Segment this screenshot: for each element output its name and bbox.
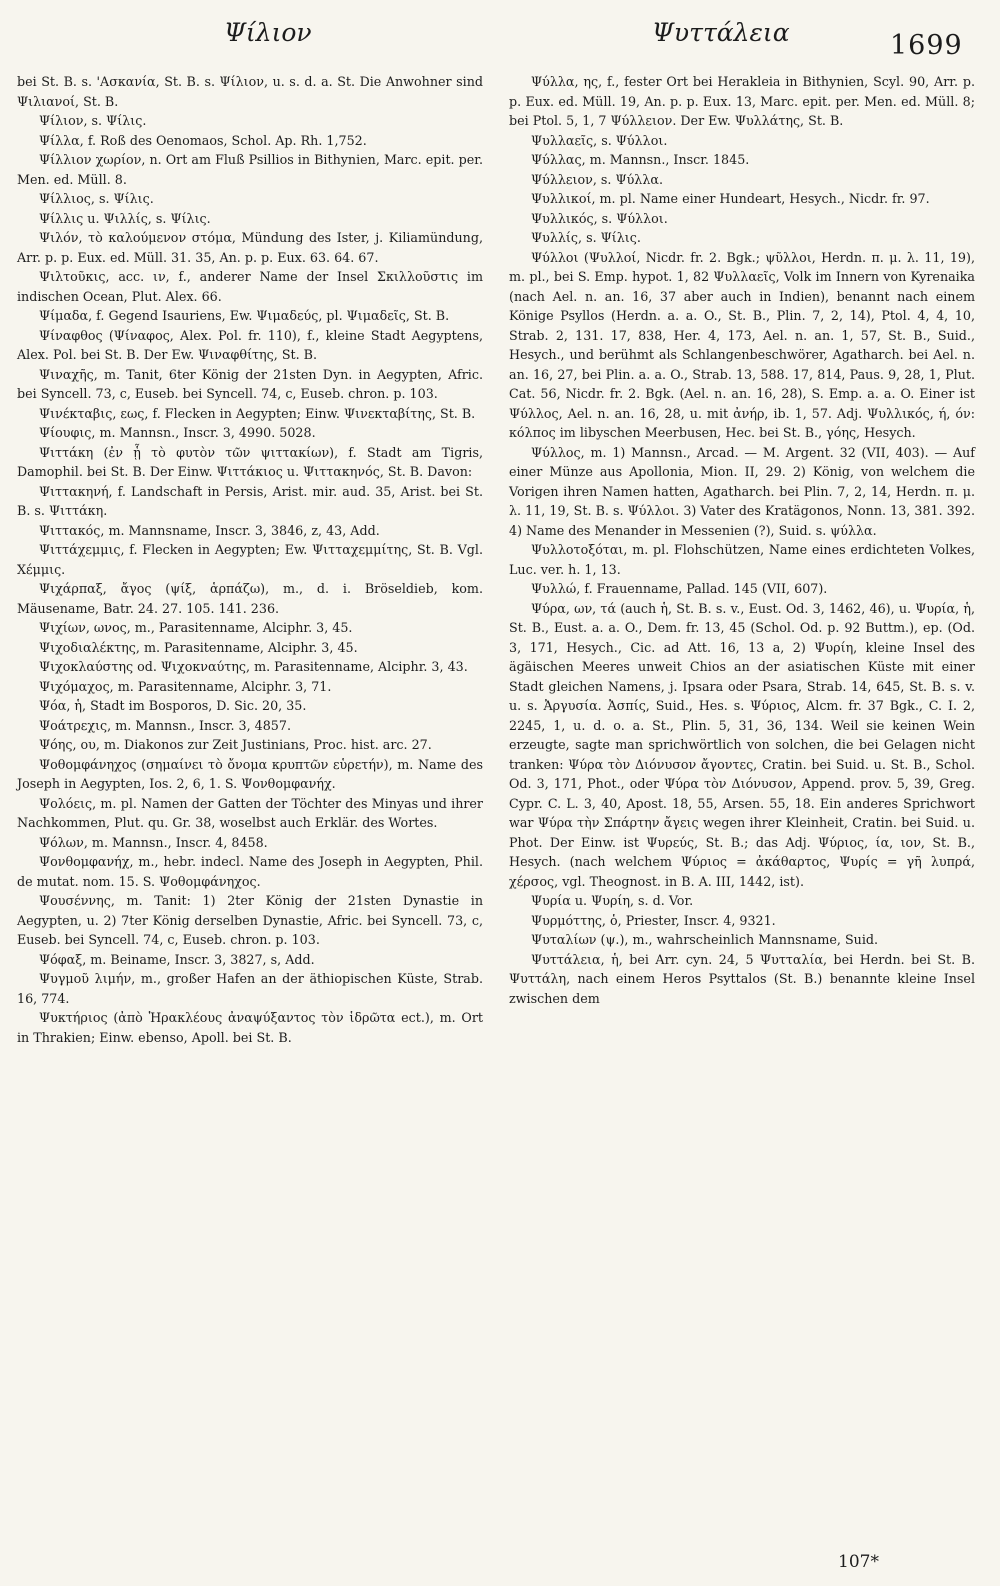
entry: Ψιχοδιαλέκτης, m. Parasitenname, Alciphr. 3, 45.: [39, 639, 358, 655]
entry: Ψυλλικός, s. Ψύλλοι.: [531, 210, 668, 226]
entry: Ψυττάλεια, ἡ, bei Arr. cyn. 24, 5 Ψυτταλία, bei Herdn. bei St. B. Ψυττάλη, nach einem Heros Psyttalos (St. B.) benannte kleine Insel zwischen dem: [509, 951, 975, 1006]
signature-mark: 107*: [838, 1552, 879, 1572]
entry: Ψίλλα, f. Roß des Oenomaos, Schol. Ap. Rh. 1,752.: [39, 132, 367, 148]
entry: Ψολόεις, m. pl. Namen der Gatten der Töchter des Minyas und ihrer Nachkommen, Plut. qu. Gr. 38, woselbst auch Erklär. des Wortes.: [17, 795, 483, 830]
entry: Ψιχίων, ωνος, m., Parasitenname, Alciphr. 3, 45.: [39, 620, 353, 635]
entry: Ψουσέννης, m. Tanit: 1) 2ter König der 21sten Dynastie in Aegypten, u. 2) 7ter König derselben Dynastie, Afric. bei Syncell. 73, c, Euseb. bei Syncell. 74, c, Euseb. chron. p. 103.: [17, 893, 483, 947]
entry: Ψίλιον, s. Ψίλις.: [39, 113, 147, 128]
entry: Ψίλλιος, s. Ψίλις.: [39, 191, 154, 206]
entry: Ψύλλειον, s. Ψύλλα.: [531, 171, 663, 187]
entry: Ψυρμόττης, ὁ, Priester, Inscr. 4, 9321.: [531, 912, 776, 928]
entry: Ψιττακηνή, f. Landschaft in Persis, Arist. mir. aud. 35, Arist. bei St. B. s. Ψιττάκη.: [17, 483, 483, 518]
entry: Ψιλτοῦκις, acc. ιν, f., anderer Name der Insel Σκιλλοῦστις im indischen Ocean, Plut. Alex. 66.: [17, 269, 483, 304]
entry: Ψιττάκη (ἐν ᾗ τὸ φυτὸν τῶν ψιττακίων), f. Stadt am Tigris, Damophil. bei St. B. Der Einw. Ψιττάκιος u. Ψιττακηνός, St. B. Davon:: [17, 444, 483, 479]
entry: Ψυλλοτοξόται, m. pl. Flohschützen, Name eines erdichteten Volkes, Luc. ver. h. 1, 13.: [509, 542, 975, 577]
entry: Ψιττάχεμμις, f. Flecken in Aegypten; Ew. Ψιτταχεμμίτης, St. B. Vgl. Χέμμις.: [17, 542, 483, 577]
entry: Ψόα, ἡ, Stadt im Bosporos, D. Sic. 20, 35.: [39, 698, 307, 713]
entry: Ψίλλις u. Ψιλλίς, s. Ψίλις.: [39, 210, 211, 226]
running-head-left: Ψίλιον: [224, 18, 312, 47]
left-column: [17, 72, 483, 1047]
entry: Ψυλλίς, s. Ψίλις.: [531, 230, 641, 245]
entry: Ψυταλίων (ψ.), m., wahrscheinlich Mannsname, Suid.: [531, 932, 879, 947]
entry: Ψόφαξ, m. Beiname, Inscr. 3, 3827, s, Add.: [39, 951, 315, 967]
entry: Ψιλόν, τὸ καλούμενον στόμα, Mündung des Ister, j. Kiliamündung, Arr. p. p. Eux. ed. Müll. 31. 35, An. p. p. Eux. 63. 64. 67.: [17, 230, 483, 265]
entry: Ψυρία u. Ψυρίη, s. d. Vor.: [531, 893, 694, 908]
entry: Ψιχοκλαύστης od. Ψιχοκναύτης, m. Parasitenname, Alciphr. 3, 43.: [39, 659, 468, 674]
entry: Ψόης, ου, m. Diakonos zur Zeit Justinians, Proc. hist. arc. 27.: [39, 737, 432, 752]
entry: Ψύλλας, m. Mannsn., Inscr. 1845.: [531, 152, 750, 167]
entry: Ψιχόμαχος, m. Parasitenname, Alciphr. 3, 71.: [39, 678, 332, 694]
entry: Ψινέκταβις, εως, f. Flecken in Aegypten; Einw. Ψινεκταβίτης, St. B.: [39, 405, 476, 421]
entry: Ψυλλαεῖς, s. Ψύλλοι.: [531, 132, 668, 148]
entry: Ψύλλοι (Ψυλλοί, Nicdr. fr. 2. Bgk.; ψῦλλοι, Herdn. π. μ. λ. 11, 19), m. pl., bei S. Emp. hypot. 1, 82 Ψυλλαεῖς, Volk im Innern von Kyrenaika (nach Ael. n. an. 16, 37 aber auch in Indien), benannt nach einem Könige Psyllos (Herdn. a. a. O., St. B., Plin. 7, 2, 14), Ptol. 4, 4, 10, Strab. 2, 131. 17, 838, Her. 4, 173, Ael. n. an. 1, 57, St. B., Suid., Hesych., und berühmt als Schlangenbeschwörer, Agatharch. bei Ael. n. an. 16, 27, bei Plin. a. a. O., Strab. 13, 588. 17, 814, Paus. 9, 28, 1, Plut. Cat. 56, Nicdr. fr. 2. Bgk. (Ael. n. an. 16, 28), S. Emp. a. a. O. Einer ist Ψύλλος, Ael. n. an. 16, 28, u. mit ἀνήρ, ib. 1, 57. Adj. Ψυλλικός, ή, όν: κόλπος im libyschen Meerbusen, Hec. bei St. B., γόης, Hesych.: [509, 249, 975, 440]
entry: Ψιχάρπαξ, ἄγος (ψίξ, ἁρπάζω), m., d. i. Bröseldieb, kom. Mäusename, Batr. 24. 27. 105. 141. 236.: [17, 581, 483, 616]
entry: bei St. B. s. 'Ασκανία, St. B. s. Ψίλιον, u. s. d. a. St. Die Anwohner sind Ψιλιανοί, St. B.: [17, 74, 483, 109]
entry: Ψύλλος, m. 1) Mannsn., Arcad. — M. Argent. 32 (VII, 403). — Auf einer Münze aus Apollonia, Mion. II, 29. 2) König, von welchem die Vorigen ihren Namen hatten, Agatharch. bei Plin. 7, 2, 14, Herdn. π. μ. λ. 11, 19, St. B. s. Ψύλλοι. 3) Vater des Kratägonos, Nonn. 13, 381. 392. 4) Name des Menander in Messenien (?), Suid. s. ψύλλα.: [509, 444, 975, 538]
entry: Ψύλλα, ης, f., fester Ort bei Herakleia in Bithynien, Scyl. 90, Arr. p. p. Eux. ed. Müll. 19, An. p. p. Eux. 13, Marc. epit. per. Men. ed. Müll. 8; bei Ptol. 5, 1, 7 Ψύλλειον. Der Ew. Ψυλλάτης, St. B.: [509, 74, 975, 128]
right-column: [509, 72, 975, 1008]
entry: Ψοάτρεχις, m. Mannsn., Inscr. 3, 4857.: [39, 717, 291, 733]
entry: Ψίμαδα, f. Gegend Isauriens, Ew. Ψιμαδεύς, pl. Ψιμαδεῖς, St. B.: [39, 308, 450, 323]
entry: Ψυλλώ, f. Frauenname, Pallad. 145 (VII, 607).: [531, 581, 828, 596]
entry: Ψιττακός, m. Mannsname, Inscr. 3, 3846, z, 43, Add.: [39, 522, 380, 538]
entry: Ψιναχῆς, m. Tanit, 6ter König der 21sten Dyn. in Aegypten, Afric. bei Syncell. 73, c, Euseb. bei Syncell. 74, c, Euseb. chron. p. 103.: [17, 366, 483, 401]
entry: Ψίουφις, m. Mannsn., Inscr. 3, 4990. 5028.: [39, 425, 316, 440]
entry: Ψυγμοῦ λιμήν, m., großer Hafen an der äthiopischen Küste, Strab. 16, 774.: [17, 971, 483, 1006]
entry: Ψυλλικοί, m. pl. Name einer Hundeart, Hesych., Nicdr. fr. 97.: [531, 191, 930, 206]
entry: Ψονθομφανήχ, m., hebr. indecl. Name des Joseph in Aegypten, Phil. de mutat. nom. 15. S. Ψοθομφάνηχος.: [17, 854, 483, 889]
entry: Ψίλλιον χωρίον, n. Ort am Fluß Psillios in Bithynien, Marc. epit. per. Men. ed. Müll. 8.: [17, 152, 483, 187]
entry: Ψίναφθος (Ψίναφος, Alex. Pol. fr. 110), f., kleine Stadt Aegyptens, Alex. Pol. bei St. B. Der Ew. Ψιναφθίτης, St. B.: [17, 327, 483, 362]
entry: Ψοθομφάνηχος (σημαίνει τὸ ὄνομα κρυπτῶν εὑρετήν), m. Name des Joseph in Aegypten, Ios. 2, 6, 1. S. Ψονθομφανήχ.: [17, 756, 483, 791]
entry: Ψύρα, ων, τά (auch ἡ, St. B. s. v., Eust. Od. 3, 1462, 46), u. Ψυρία, ἡ, St. B., Eust. a. a. O., Dem. fr. 13, 45 (Schol. Od. p. 92 Buttm.), ep. (Od. 3, 171, Hesych., Cic. ad Att. 16, 13 a, 2) Ψυρίη, kleine Insel des ägäischen Meeres unweit Chios an der asiatischen Küste mit einer Stadt gleichen Namens, j. Ipsara oder Psara, Strab. 14, 645, St. B. s. v. u. s. Ἀργυσία. Ἀσπίς, Suid., Hes. s. Ψύριος, Alcm. fr. 37 Bgk., C. I. 2, 2245, 1, u. d. o. a. St., Plin. 5, 31, 36, 134. Weil sie keinen Wein erzeugte, sagte man sprichwörtlich von solchen, die bei Gelagen nicht tranken: Ψύρα τὸν Διόνυσον ἄγοντες, Cratin. bei Suid. u. St. B., Schol. Od. 3, 171, Phot., oder Ψύρα τὸν Διόνυσον, Append. prov. 5, 39, Greg. Cypr. C. L. 3, 40, Apost. 18, 55, Arsen. 55, 18. Ein anderes Sprichwort war Ψύρα τὴν Σπάρτην ἄγεις wegen ihrer Kleinheit, Cratin. bei Suid. u. Phot. Der Einw. ist Ψυρεύς, St. B.; das Adj. Ψύριος, ία, ιον, St. B., Hesych. (nach welchem Ψύριος = ἀκάθαρτος, Ψυρίς = γῆ λυπρά, χέρσος, vgl. Theognost. in B. A. III, 1442, ist).: [509, 600, 975, 889]
page-number: 1699: [890, 30, 963, 61]
entry: Ψόλων, m. Mannsn., Inscr. 4, 8458.: [39, 834, 268, 850]
entry: Ψυκτήριος (ἀπὸ Ἡρακλέους ἀναψύξαντος τὸν ἱδρῶτα ect.), m. Ort in Thrakien; Einw. ebenso, Apoll. bei St. B.: [17, 1010, 483, 1045]
running-head-right: Ψυττάλεια: [652, 18, 790, 47]
